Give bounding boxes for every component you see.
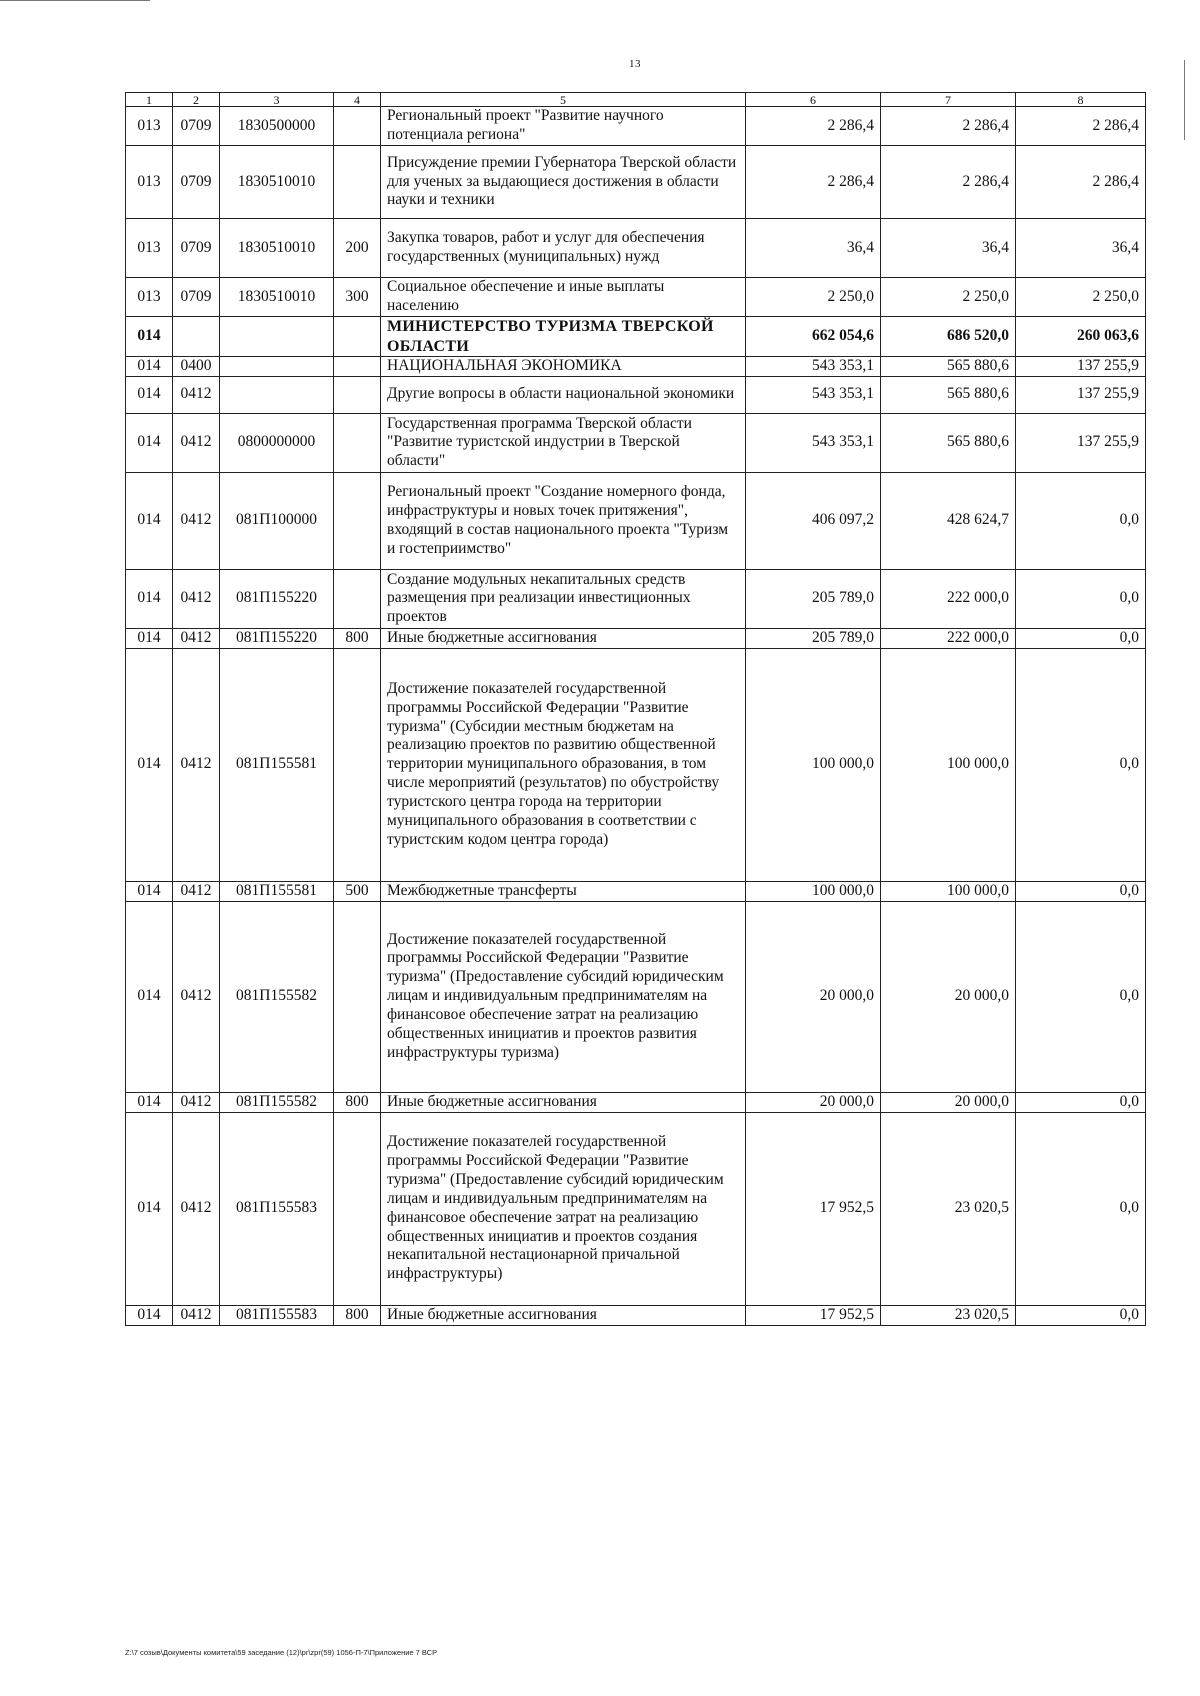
- ministry-code: 013: [126, 278, 173, 317]
- table-body: [126, 93, 1146, 1326]
- amount-year-3: 0,0: [1016, 1305, 1146, 1325]
- section-code: 0400: [173, 357, 220, 377]
- amount-year-2: 686 520,0: [881, 317, 1016, 357]
- section-code: 0412: [173, 901, 220, 1092]
- expense-type-code: [334, 1112, 381, 1305]
- amount-year-1: 406 097,2: [746, 472, 881, 569]
- amount-year-1: 2 286,4: [746, 107, 881, 146]
- ministry-code: 014: [126, 413, 173, 472]
- expense-type-code: 800: [334, 628, 381, 648]
- section-code: 0412: [173, 376, 220, 413]
- amount-year-2: 36,4: [881, 219, 1016, 278]
- amount-year-1: 2 250,0: [746, 278, 881, 317]
- table-row: [126, 881, 1146, 901]
- target-article-code: 0800000000: [220, 413, 334, 472]
- ministry-code: 014: [126, 357, 173, 377]
- amount-year-3: 2 250,0: [1016, 278, 1146, 317]
- target-article-code: 081П155583: [220, 1305, 334, 1325]
- target-article-code: 1830510010: [220, 219, 334, 278]
- section-code: 0412: [173, 1092, 220, 1112]
- table-row: [126, 376, 1146, 413]
- section-code: 0412: [173, 881, 220, 901]
- amount-year-3: 0,0: [1016, 901, 1146, 1092]
- amount-year-3: 0,0: [1016, 628, 1146, 648]
- amount-year-2: 20 000,0: [881, 901, 1016, 1092]
- amount-year-2: 222 000,0: [881, 628, 1016, 648]
- target-article-code: [220, 317, 334, 357]
- amount-year-2: 565 880,6: [881, 376, 1016, 413]
- amount-year-1: 205 789,0: [746, 628, 881, 648]
- table-row: [126, 146, 1146, 219]
- target-article-code: 081П155582: [220, 1092, 334, 1112]
- section-code: 0709: [173, 278, 220, 317]
- target-article-code: [220, 357, 334, 377]
- file-path-footer: Z:\7 созыв\Документы комитета\59 заседание (12)\pr\zpr(59) 1056-П-7\Приложение 7 ВСР: [125, 1648, 438, 1657]
- item-name: Достижение показателей государственной программы Российской Федерации "Развитие туризма" (Предоставление субсидий юридическим лицам и индивидуальным предпринимателям на финансовое обеспечение затрат на реализацию общественных инициатив и проектов развития инфраструктуры туризма): [381, 901, 746, 1092]
- section-code: 0412: [173, 648, 220, 881]
- item-name: Межбюджетные трансферты: [381, 881, 746, 901]
- item-name: Региональный проект "Развитие научного потенциала региона": [381, 107, 746, 146]
- target-article-code: 081П155581: [220, 648, 334, 881]
- expense-type-code: [334, 569, 381, 628]
- target-article-code: 081П155581: [220, 881, 334, 901]
- amount-year-1: 205 789,0: [746, 569, 881, 628]
- target-article-code: [220, 376, 334, 413]
- amount-year-3: 0,0: [1016, 881, 1146, 901]
- item-name: НАЦИОНАЛЬНАЯ ЭКОНОМИКА: [381, 357, 746, 377]
- column-number: 1: [126, 93, 173, 107]
- ministry-code: 014: [126, 1112, 173, 1305]
- amount-year-3: 137 255,9: [1016, 357, 1146, 377]
- item-name: МИНИСТЕРСТВО ТУРИЗМА ТВЕРСКОЙ ОБЛАСТИ: [381, 317, 746, 357]
- section-code: 0412: [173, 1112, 220, 1305]
- ministry-code: 014: [126, 569, 173, 628]
- target-article-code: 081П100000: [220, 472, 334, 569]
- table-row: [126, 107, 1146, 146]
- amount-year-1: 662 054,6: [746, 317, 881, 357]
- ministry-code: 014: [126, 648, 173, 881]
- amount-year-1: 543 353,1: [746, 413, 881, 472]
- amount-year-1: 17 952,5: [746, 1112, 881, 1305]
- ministry-code: 014: [126, 317, 173, 357]
- table-row: [126, 1305, 1146, 1325]
- table-row: [126, 219, 1146, 278]
- column-number: 7: [881, 93, 1016, 107]
- expense-type-code: 300: [334, 278, 381, 317]
- column-number: 8: [1016, 93, 1146, 107]
- column-number: 5: [381, 93, 746, 107]
- target-article-code: 081П155220: [220, 628, 334, 648]
- column-number: 6: [746, 93, 881, 107]
- amount-year-2: 2 286,4: [881, 107, 1016, 146]
- amount-year-2: 100 000,0: [881, 881, 1016, 901]
- expense-type-code: [334, 413, 381, 472]
- item-name: Закупка товаров, работ и услуг для обеспечения государственных (муниципальных) нужд: [381, 219, 746, 278]
- table-row: [126, 1092, 1146, 1112]
- item-name: Социальное обеспечение и иные выплаты населению: [381, 278, 746, 317]
- amount-year-2: 23 020,5: [881, 1305, 1016, 1325]
- table-row: [126, 1112, 1146, 1305]
- expense-type-code: [334, 317, 381, 357]
- target-article-code: 1830510010: [220, 146, 334, 219]
- amount-year-3: 137 255,9: [1016, 413, 1146, 472]
- item-name: Присуждение премии Губернатора Тверской области для ученых за выдающиеся достижения в области науки и техники: [381, 146, 746, 219]
- section-code: 0412: [173, 472, 220, 569]
- target-article-code: 081П155583: [220, 1112, 334, 1305]
- amount-year-2: 222 000,0: [881, 569, 1016, 628]
- section-code: 0412: [173, 569, 220, 628]
- expense-type-code: [334, 146, 381, 219]
- expense-type-code: [334, 901, 381, 1092]
- amount-year-3: 36,4: [1016, 219, 1146, 278]
- table-row: [126, 569, 1146, 628]
- amount-year-2: 565 880,6: [881, 357, 1016, 377]
- item-name: Другие вопросы в области национальной экономики: [381, 376, 746, 413]
- item-name: Иные бюджетные ассигнования: [381, 1092, 746, 1112]
- page-number: 13: [629, 58, 641, 70]
- section-code: [173, 317, 220, 357]
- amount-year-2: 565 880,6: [881, 413, 1016, 472]
- ministry-code: 014: [126, 1092, 173, 1112]
- section-code: 0412: [173, 1305, 220, 1325]
- expense-type-code: [334, 648, 381, 881]
- section-code: 0709: [173, 146, 220, 219]
- section-code: 0709: [173, 107, 220, 146]
- expense-type-code: 800: [334, 1305, 381, 1325]
- amount-year-3: 0,0: [1016, 648, 1146, 881]
- amount-year-2: 100 000,0: [881, 648, 1016, 881]
- amount-year-1: 543 353,1: [746, 376, 881, 413]
- item-name: Достижение показателей государственной программы Российской Федерации "Развитие туризма" (Субсидии местным бюджетам на реализацию проектов по развитию общественной территории муниципального образования, в том числе мероприятий (результатов) по обустройству туристского центра города на территории муниципального образования в соответствии с туристским кодом центра города): [381, 648, 746, 881]
- column-number: 2: [173, 93, 220, 107]
- ministry-code: 014: [126, 472, 173, 569]
- expense-type-code: 500: [334, 881, 381, 901]
- table-row: [126, 357, 1146, 377]
- amount-year-1: 543 353,1: [746, 357, 881, 377]
- table-row: [126, 648, 1146, 881]
- amount-year-1: 2 286,4: [746, 146, 881, 219]
- ministry-code: 013: [126, 219, 173, 278]
- scan-edge-line: [0, 0, 150, 1]
- amount-year-2: 20 000,0: [881, 1092, 1016, 1112]
- amount-year-3: 0,0: [1016, 472, 1146, 569]
- expense-type-code: [334, 357, 381, 377]
- item-name: Достижение показателей государственной программы Российской Федерации "Развитие туризма" (Предоставление субсидий юридическим лицам и индивидуальным предпринимателям на финансовое обеспечение затрат на реализацию общественных инициатив и проектов создания некапитальной нестационарной причальной инфраструктуры): [381, 1112, 746, 1305]
- budget-table: [125, 92, 1146, 1326]
- column-number: 4: [334, 93, 381, 107]
- amount-year-1: 100 000,0: [746, 881, 881, 901]
- amount-year-1: 100 000,0: [746, 648, 881, 881]
- ministry-code: 014: [126, 1305, 173, 1325]
- table-row: [126, 317, 1146, 357]
- amount-year-2: 23 020,5: [881, 1112, 1016, 1305]
- target-article-code: 1830510010: [220, 278, 334, 317]
- expense-type-code: 200: [334, 219, 381, 278]
- ministry-code: 014: [126, 376, 173, 413]
- expense-type-code: [334, 107, 381, 146]
- amount-year-1: 20 000,0: [746, 901, 881, 1092]
- amount-year-3: 137 255,9: [1016, 376, 1146, 413]
- expense-type-code: 800: [334, 1092, 381, 1112]
- section-code: 0412: [173, 628, 220, 648]
- amount-year-1: 17 952,5: [746, 1305, 881, 1325]
- amount-year-3: 2 286,4: [1016, 107, 1146, 146]
- expense-type-code: [334, 472, 381, 569]
- amount-year-3: 0,0: [1016, 1092, 1146, 1112]
- ministry-code: 014: [126, 901, 173, 1092]
- ministry-code: 013: [126, 146, 173, 219]
- table-row: [126, 413, 1146, 472]
- amount-year-2: 2 286,4: [881, 146, 1016, 219]
- amount-year-3: 0,0: [1016, 569, 1146, 628]
- item-name: Иные бюджетные ассигнования: [381, 628, 746, 648]
- expense-type-code: [334, 376, 381, 413]
- item-name: Государственная программа Тверской области "Развитие туристской индустрии в Тверской области": [381, 413, 746, 472]
- target-article-code: 1830500000: [220, 107, 334, 146]
- table-row: [126, 628, 1146, 648]
- amount-year-1: 20 000,0: [746, 1092, 881, 1112]
- ministry-code: 014: [126, 881, 173, 901]
- scan-edge-line: [1184, 60, 1185, 140]
- amount-year-3: 2 286,4: [1016, 146, 1146, 219]
- amount-year-2: 428 624,7: [881, 472, 1016, 569]
- section-code: 0412: [173, 413, 220, 472]
- target-article-code: 081П155582: [220, 901, 334, 1092]
- column-number-row: [126, 93, 1146, 107]
- amount-year-1: 36,4: [746, 219, 881, 278]
- item-name: Иные бюджетные ассигнования: [381, 1305, 746, 1325]
- amount-year-3: 0,0: [1016, 1112, 1146, 1305]
- column-number: 3: [220, 93, 334, 107]
- section-code: 0709: [173, 219, 220, 278]
- table-row: [126, 472, 1146, 569]
- ministry-code: 014: [126, 628, 173, 648]
- table-row: [126, 901, 1146, 1092]
- amount-year-2: 2 250,0: [881, 278, 1016, 317]
- item-name: Региональный проект "Создание номерного фонда, инфраструктуры и новых точек притяжения", входящий в состав национального проекта "Туризм и гостеприимство": [381, 472, 746, 569]
- item-name: Создание модульных некапитальных средств размещения при реализации инвестиционных проектов: [381, 569, 746, 628]
- table-row: [126, 278, 1146, 317]
- target-article-code: 081П155220: [220, 569, 334, 628]
- amount-year-3: 260 063,6: [1016, 317, 1146, 357]
- ministry-code: 013: [126, 107, 173, 146]
